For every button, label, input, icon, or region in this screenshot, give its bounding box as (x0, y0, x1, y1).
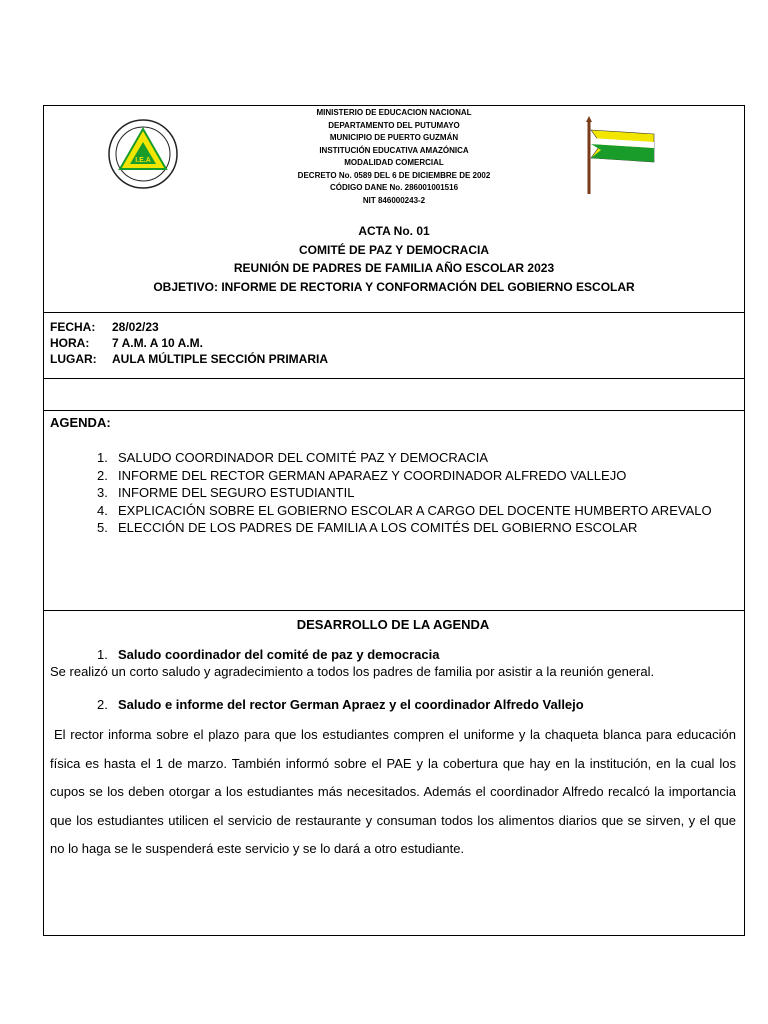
agenda-item-number: 3. (97, 485, 108, 500)
section-2-text: El rector informa sobre el plazo para que los estudiantes compren el uniforme y la chaqueta blanca para educación física es hasta el 1 de marzo. También informó sobre el PAE y la cobertura que hay en la institución, en la cual los cupos se los deben otorgar a los estudiantes más necesitados. Además el coordinador Alfredo recalcó la importancia que los estudiantes utilicen el servicio de restaurante y consuman todos los alimentos diarios que se sirven, y el que no lo haga se le suspenderá este servicio y se lo dará a otro estudiante. (50, 727, 736, 856)
lugar-row (50, 351, 744, 367)
institution-line: DECRETO No. 0589 DEL 6 DE DICIEMBRE DE 2002 (297, 170, 491, 180)
agenda-item (50, 449, 744, 467)
acta-number: ACTA No. 01 (358, 224, 430, 238)
institution-line: MINISTERIO DE EDUCACION NACIONAL (316, 108, 472, 117)
section-1-heading (50, 647, 736, 663)
desarrollo-title: DESARROLLO DE LA AGENDA (296, 617, 490, 632)
hora-value: 7 A.M. A 10 A.M. (112, 336, 203, 350)
institution-line: DEPARTAMENTO DEL PUTUMAYO (328, 120, 460, 130)
institution-line: CÓDIGO DANE No. 286001001516 (329, 183, 459, 192)
agenda-item (50, 484, 744, 502)
institution-line: MODALIDAD COMERCIAL (344, 158, 444, 167)
agenda-title: AGENDA: (50, 415, 111, 430)
lugar-label: LUGAR: (50, 352, 97, 366)
document-titles (44, 222, 744, 296)
meeting-title: REUNIÓN DE PADRES DE FAMILIA AÑO ESCOLAR 2023 (233, 261, 555, 275)
institution-block (204, 107, 584, 207)
agenda-item-text: ELECCIÓN DE LOS PADRES DE FAMILIA A LOS COMITÉS DEL GOBIERNO ESCOLAR (118, 520, 638, 535)
section-2-number: 2. (97, 697, 108, 712)
fecha-label: FECHA: (50, 320, 96, 334)
agenda-item-number: 2. (97, 467, 108, 483)
section-1-text: Se realizó un corto saludo y agradecimiento a todos los padres de familia por asistir a la reunión general. (50, 664, 655, 679)
agenda-item-number: 1. (97, 450, 108, 465)
committee-name: COMITÉ DE PAZ Y DEMOCRACIA (298, 242, 489, 257)
flag-icon (579, 114, 659, 196)
agenda-item-text: INFORME DEL RECTOR GERMAN APARAEZ Y COORDINADOR ALFREDO VALLEJO (118, 467, 627, 483)
section-2-heading (50, 697, 736, 713)
agenda-item-text: EXPLICACIÓN SOBRE EL GOBIERNO ESCOLAR A CARGO DEL DOCENTE HUMBERTO AREVALO (118, 502, 712, 518)
agenda-section (44, 411, 744, 611)
hora-row (50, 335, 744, 351)
section-1-number: 1. (97, 647, 108, 662)
objective: OBJETIVO: INFORME DE RECTORIA Y CONFORMACIÓN DEL GOBIERNO ESCOLAR (153, 279, 635, 294)
acta-document (43, 105, 745, 936)
agenda-item (50, 519, 744, 537)
agenda-item (50, 502, 744, 520)
institution-line: MUNICIPIO DE PUERTO GUZMÁN (329, 133, 459, 142)
institution-line: NIT 846000243-2 (362, 195, 426, 205)
agenda-item (50, 467, 744, 485)
document-header (44, 106, 744, 313)
fecha-value: 28/02/23 (112, 320, 159, 334)
fecha-row (50, 319, 744, 335)
agenda-item-number: 4. (97, 502, 108, 518)
agenda-item-text: SALUDO COORDINADOR DEL COMITÉ PAZ Y DEMOCRACIA (118, 450, 489, 465)
institution-seal-icon (104, 118, 182, 190)
seal-text: I.E.A (135, 157, 151, 164)
desarrollo-section (44, 617, 744, 935)
section-1-title: Saludo coordinador del comité de paz y democracia (118, 647, 440, 662)
agenda-list (50, 449, 744, 537)
section-2-title: Saludo e informe del rector German Apraez y el coordinador Alfredo Vallejo (118, 697, 584, 712)
institution-line: INSTITUCIÓN EDUCATIVA AMAZÓNICA (319, 145, 469, 155)
empty-row (44, 379, 744, 411)
meeting-details (44, 313, 744, 379)
agenda-item-number: 5. (97, 520, 108, 535)
hora-label: HORA: (50, 336, 90, 350)
lugar-value: AULA MÚLTIPLE SECCIÓN PRIMARIA (112, 352, 328, 366)
agenda-item-text: INFORME DEL SEGURO ESTUDIANTIL (118, 485, 355, 500)
